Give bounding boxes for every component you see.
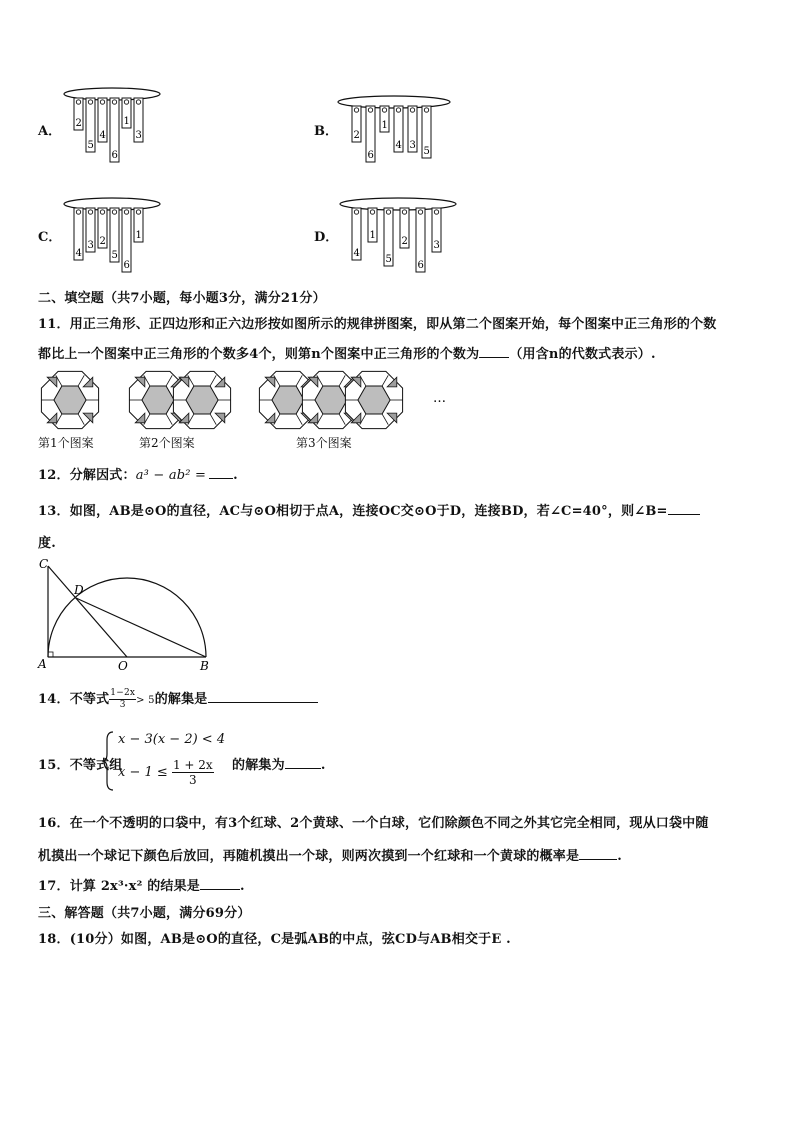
segment-co [48, 566, 127, 657]
svg-text:6: 6 [111, 150, 118, 161]
svg-text:4: 4 [395, 140, 402, 151]
q15-row2-fraction [172, 758, 214, 787]
strip-4 [394, 106, 403, 152]
semicircle [48, 578, 206, 657]
svg-text:6: 6 [417, 260, 424, 271]
q13-line1 [38, 500, 700, 519]
q16-end: . [617, 849, 622, 864]
svg-text:2: 2 [99, 236, 106, 247]
q13-text: 13．如图，AB是⊙O的直径，AC与⊙O相切于点A，连接OC交⊙O于D，连接BD，若∠C=40°，则∠B= [38, 504, 668, 519]
q15-row1: x − 3(x − 2) < 4 [118, 732, 226, 747]
q14-line [38, 688, 318, 711]
q16-text: 机摸出一个球记下颜色后放回，再随机摸出一个球，则两次摸到一个红球和一个黄球的概率是 [38, 849, 580, 864]
q17-answer-blank[interactable] [200, 877, 240, 890]
svg-text:6: 6 [123, 260, 130, 271]
strip-1 [352, 208, 361, 260]
q12-suffix: . [233, 468, 238, 483]
q14-fraction [109, 688, 136, 711]
option-d-label: D． [314, 230, 339, 245]
svg-text:3: 3 [409, 140, 416, 151]
q16-line1: 16．在一个不透明的口袋中，有3个红球、2个黄球、一个白球，它们除颜色不同之外其它完全相同，现从口袋中随 [38, 816, 709, 831]
point-o-label: O [118, 659, 128, 673]
q15-brace [100, 730, 116, 792]
q12-expr: a³ − ab² = [135, 468, 207, 483]
q13-answer-blank[interactable] [668, 502, 700, 515]
svg-text:5: 5 [385, 254, 392, 265]
q16-answer-blank[interactable] [579, 847, 617, 860]
strip-5 [122, 208, 131, 272]
strip-5 [122, 98, 131, 128]
option-d-figure [336, 190, 466, 280]
q13-line2: 度. [38, 536, 56, 551]
q14-answer-blank[interactable] [208, 690, 318, 703]
section3-heading: 三、解答题（共7小题，满分69分） [38, 906, 251, 921]
pattern-unit [173, 371, 230, 428]
point-a-label: A [38, 657, 47, 671]
strip-2 [86, 208, 95, 252]
right-angle-mark [48, 652, 53, 657]
q11-caption-3: 第3个图案 [296, 436, 352, 450]
svg-text:5: 5 [423, 146, 430, 157]
q15-tail [232, 754, 326, 773]
option-b-figure [336, 90, 456, 180]
q12-answer-blank[interactable] [209, 466, 233, 479]
svg-text:5: 5 [87, 140, 94, 151]
strip-3 [98, 98, 107, 142]
q14-prefix: 14．不等式 [38, 692, 110, 707]
strip-5 [408, 106, 417, 152]
option-c-figure [60, 190, 170, 280]
strip-4 [110, 98, 119, 162]
q17-end: . [240, 879, 245, 894]
svg-text:5: 5 [111, 250, 118, 261]
strip-4 [400, 208, 409, 248]
q15-row2 [118, 758, 214, 787]
svg-text:2: 2 [353, 130, 360, 141]
svg-text:3: 3 [87, 240, 94, 251]
pattern-unit [41, 371, 98, 428]
q11-caption-2: 第2个图案 [139, 436, 195, 450]
svg-text:6: 6 [367, 150, 374, 161]
strip-1 [352, 106, 361, 142]
q14-denominator: 3 [119, 700, 126, 710]
q15-end: . [320, 758, 326, 773]
svg-text:2: 2 [75, 118, 82, 129]
q11-caption-1: 第1个图案 [38, 436, 94, 450]
strip-1 [74, 98, 83, 130]
q11-line1: 11．用正三角形、正四边形和正六边形按如图所示的规律拼图案，即从第二个图案开始，每个图案中正三角形的个数 [38, 317, 717, 332]
q11-answer-blank[interactable] [479, 345, 509, 358]
q15-prefix: 15．不等式组 [38, 758, 123, 773]
q15-answer-blank[interactable] [285, 756, 321, 769]
q11-line2a: 都比上一个图案中正三角形的个数多4个，则第n个图案中正三角形的个数为 [38, 347, 480, 362]
svg-text:1: 1 [381, 120, 388, 131]
strip-5 [416, 208, 425, 272]
point-c-label: C [39, 557, 49, 571]
option-c-label: C． [38, 230, 62, 245]
option-a-label: A． [38, 124, 62, 139]
strip-2 [366, 106, 375, 162]
q15-row2-numerator: 1 + 2x [172, 758, 213, 772]
strip-4 [110, 208, 119, 262]
q14-relation: > 5 [136, 695, 155, 706]
section2-heading: 二、填空题（共7小题，每小题3分，满分21分） [38, 291, 326, 306]
q14-suffix: 的解集是 [154, 692, 208, 707]
svg-text:4: 4 [75, 248, 82, 259]
svg-text:3: 3 [433, 240, 440, 251]
q15-suffix: 的解集为 [232, 758, 285, 773]
strip-1 [74, 208, 83, 260]
point-d-label: D [74, 583, 84, 597]
strip-3 [384, 208, 393, 266]
svg-text:1: 1 [135, 230, 142, 241]
pattern-unit [345, 371, 402, 428]
option-b-label: B． [314, 124, 338, 139]
strip-6 [422, 106, 431, 158]
q17-line [38, 875, 245, 894]
strip-2 [86, 98, 95, 152]
q11-patterns [38, 368, 458, 436]
strip-3 [380, 106, 389, 132]
q11-ellipsis: … [433, 391, 446, 406]
q12-line [38, 464, 238, 483]
strip-6 [134, 208, 143, 242]
option-a-figure [60, 80, 170, 170]
q11-line2b: （用含n的代数式表示）. [509, 347, 656, 362]
q15-row2-denominator: 3 [188, 773, 197, 787]
q18-line: 18．(10分）如图，AB是⊙O的直径，C是弧AB的中点，弦CD与AB相交于E . [38, 932, 511, 947]
svg-text:3: 3 [135, 130, 142, 141]
q12-prefix: 12．分解因式： [38, 468, 136, 483]
q11-line2 [38, 343, 656, 362]
q17-text: 17．计算 2x³·x² 的结果是 [38, 879, 201, 894]
strip-3 [98, 208, 107, 248]
svg-text:1: 1 [123, 116, 130, 127]
strip-6 [432, 208, 441, 252]
q16-line2 [38, 845, 622, 864]
svg-text:1: 1 [369, 230, 376, 241]
svg-text:4: 4 [99, 130, 106, 141]
strip-2 [368, 208, 377, 242]
q15-row2-left: x − 1 ≤ [118, 765, 168, 780]
q13-figure [36, 556, 216, 674]
svg-text:2: 2 [401, 236, 408, 247]
q14-numerator: 1−2x [110, 688, 136, 698]
strip-6 [134, 98, 143, 142]
point-b-label: B [200, 659, 209, 673]
svg-text:4: 4 [353, 248, 360, 259]
segment-db [76, 598, 206, 657]
